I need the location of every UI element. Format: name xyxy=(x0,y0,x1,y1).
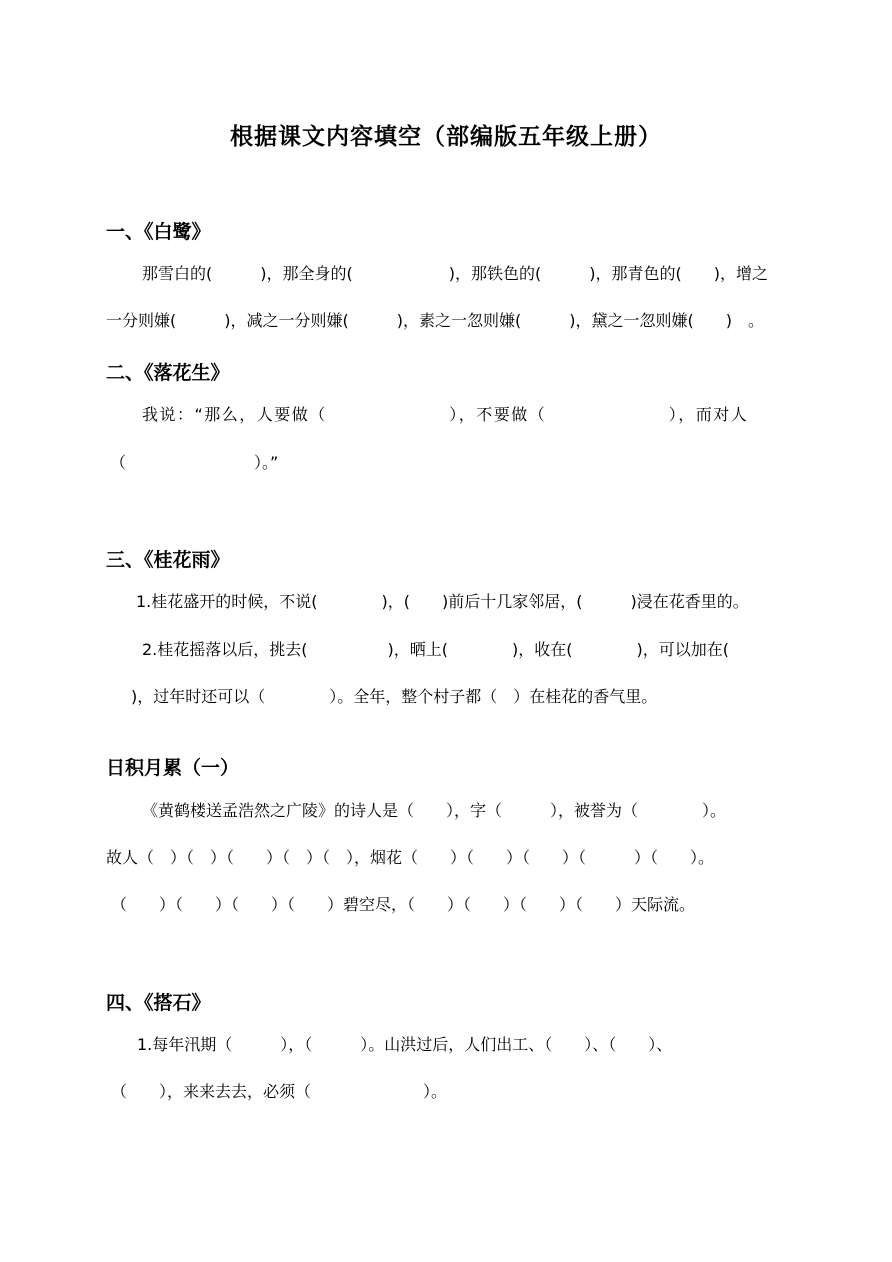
section-heading-bailu: 一、《白鹭》 xyxy=(106,221,211,243)
dashi-line-2: （ ），来来去去，必须（ ）。 xyxy=(111,1082,448,1101)
rijiyuelei-line-2: 故人（ ）（ ）（ ）（ ）（ ），烟花（ ）（ ）（ ）（ ）（ ）。 xyxy=(106,848,715,867)
bailu-line-2: 一分则嫌( )，减之一分则嫌( )，素之一忽则嫌( )，黛之一忽则嫌( ) 。 xyxy=(106,311,764,330)
guihuayu-line-2: 2.桂花摇落以后，挑去( )，晒上( )，收在( )，可以加在( xyxy=(142,640,729,659)
rijiyuelei-line-3: （ ）（ ）（ ）（ ）碧空尽，（ ）（ ）（ ）（ ）天际流。 xyxy=(111,895,696,914)
section-heading-luohuasheng: 二、《落花生》 xyxy=(106,362,230,384)
dashi-line-1: 1.每年汛期（ ），（ ）。山洪过后，人们出工、（ ）、（ ）、 xyxy=(137,1035,673,1054)
section-heading-guihuayu: 三、《桂花雨》 xyxy=(106,549,230,571)
guihuayu-line-1: 1.桂花盛开的时候，不说( )，( )前后十几家邻居，( )浸在花香里的。 xyxy=(136,592,749,611)
section-heading-dashi: 四、《搭石》 xyxy=(106,992,211,1014)
luohuasheng-line-1: 我说：“那么，人要做（ ），不要做（ ），而对人 xyxy=(142,405,749,424)
guihuayu-line-3: )，过年时还可以（ ）。全年，整个村子都（ ）在桂花的香气里。 xyxy=(131,687,658,706)
bailu-line-1: 那雪白的( )，那全身的( )，那铁色的( )，那青色的( )，增之 xyxy=(142,264,768,283)
luohuasheng-line-2: （ ）。” xyxy=(110,453,279,472)
rijiyuelei-line-1: 《黄鹤楼送孟浩然之广陵》的诗人是（ ），字（ ），被誉为（ ）。 xyxy=(142,801,727,820)
page-title: 根据课文内容填空（部编版五年级上册） xyxy=(230,124,662,150)
section-heading-rijiyuelei: 日积月累（一） xyxy=(106,757,240,779)
